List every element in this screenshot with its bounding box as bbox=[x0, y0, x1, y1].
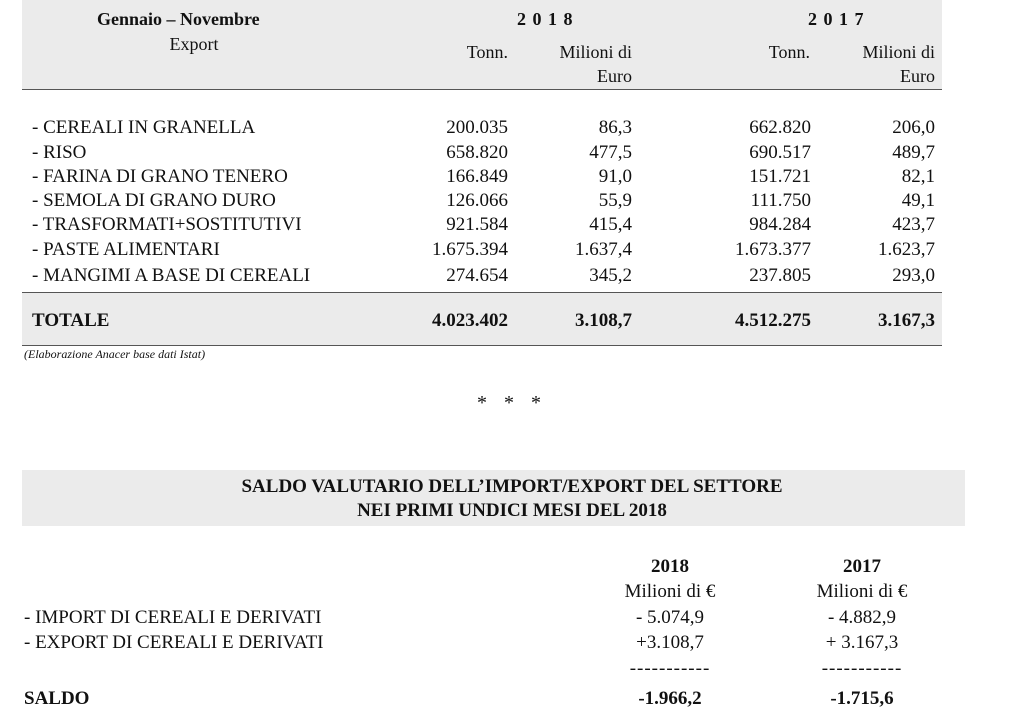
saldo-year-2017: 2017 bbox=[843, 556, 881, 577]
total-tonn-2018: 4.023.402 bbox=[432, 310, 508, 331]
total-tonn-2017: 4.512.275 bbox=[735, 310, 811, 331]
source-note: (Elaborazione Anacer base dati Istat) bbox=[24, 347, 206, 361]
dash-rule-2018: ----------- bbox=[629, 658, 711, 679]
milioni-2017-cell: 82,1 bbox=[901, 166, 935, 187]
tonn-2018-cell: 1.675.394 bbox=[432, 239, 508, 260]
tonn-2018-cell: 200.035 bbox=[446, 117, 508, 138]
row-label: - RISO bbox=[32, 142, 87, 163]
milioni-2018-cell: 415,4 bbox=[589, 214, 632, 235]
export-label: Export bbox=[169, 34, 219, 54]
table-row bbox=[0, 166, 1024, 190]
saldo-title-line1: SALDO VALUTARIO DELL’IMPORT/EXPORT DEL SETTORE bbox=[241, 476, 783, 497]
tonn-2017-cell: 690.517 bbox=[749, 142, 811, 163]
milioni-2017-cell: 1.623,7 bbox=[878, 239, 935, 260]
col-tonn-2017: Tonn. bbox=[768, 42, 810, 62]
milioni-2018-cell: 345,2 bbox=[589, 265, 632, 286]
saldo-value-2018: - 5.074,9 bbox=[635, 607, 705, 628]
milioni-2017-cell: 293,0 bbox=[892, 265, 935, 286]
tonn-2017-cell: 151.721 bbox=[749, 166, 811, 187]
milioni-2017-cell: 489,7 bbox=[892, 142, 935, 163]
row-label: - PASTE ALIMENTARI bbox=[32, 239, 220, 260]
tonn-2017-cell: 111.750 bbox=[750, 190, 811, 211]
tonn-2018-cell: 658.820 bbox=[446, 142, 508, 163]
table-row bbox=[0, 239, 1024, 263]
tonn-2018-cell: 166.849 bbox=[446, 166, 508, 187]
dash-rule-2017: ----------- bbox=[821, 658, 903, 679]
col-milioni-2018: Milioni di bbox=[559, 42, 632, 62]
saldo-row-label: - EXPORT DI CEREALI E DERIVATI bbox=[24, 632, 324, 653]
milioni-2017-cell: 423,7 bbox=[892, 214, 935, 235]
year-2017-heading: 2 0 1 7 bbox=[808, 9, 865, 29]
period-heading: Gennaio – Novembre bbox=[97, 9, 260, 29]
tonn-2018-cell: 126.066 bbox=[446, 190, 508, 211]
saldo-total-2018: -1.966,2 bbox=[638, 688, 702, 709]
milioni-2017-cell: 206,0 bbox=[892, 117, 935, 138]
year-2018-heading: 2 0 1 8 bbox=[517, 9, 574, 29]
saldo-value-2018: +3.108,7 bbox=[636, 632, 704, 653]
table-row bbox=[0, 190, 1024, 214]
milioni-2018-cell: 477,5 bbox=[589, 142, 632, 163]
saldo-total-label: SALDO bbox=[24, 688, 90, 709]
row-label: - SEMOLA DI GRANO DURO bbox=[32, 190, 276, 211]
saldo-total-2017: -1.715,6 bbox=[830, 688, 894, 709]
table-row bbox=[0, 265, 1024, 289]
saldo-value-2017: - 4.882,9 bbox=[827, 607, 897, 628]
table-row bbox=[0, 117, 1024, 141]
total-label: TOTALE bbox=[32, 310, 110, 331]
row-label: - MANGIMI A BASE DI CEREALI bbox=[32, 265, 311, 286]
saldo-year-2018: 2018 bbox=[651, 556, 689, 577]
saldo-unit-2018: Milioni di € bbox=[624, 581, 716, 602]
section-separator: * * * bbox=[477, 392, 547, 414]
table-row bbox=[0, 214, 1024, 238]
milioni-2017-cell: 49,1 bbox=[901, 190, 935, 211]
row-label: - TRASFORMATI+SOSTITUTIVI bbox=[32, 214, 302, 235]
tonn-2017-cell: 984.284 bbox=[749, 214, 811, 235]
saldo-title-line2: NEI PRIMI UNDICI MESI DEL 2018 bbox=[357, 500, 667, 521]
saldo-unit-2017: Milioni di € bbox=[816, 581, 908, 602]
tonn-2018-cell: 274.654 bbox=[446, 265, 508, 286]
tonn-2018-cell: 921.584 bbox=[446, 214, 508, 235]
milioni-2018-cell: 91,0 bbox=[598, 166, 632, 187]
row-label: - CEREALI IN GRANELLA bbox=[32, 117, 256, 138]
milioni-2018-cell: 55,9 bbox=[598, 190, 632, 211]
saldo-row-label: - IMPORT DI CEREALI E DERIVATI bbox=[24, 607, 322, 628]
total-milioni-2018: 3.108,7 bbox=[575, 310, 632, 331]
total-milioni-2017: 3.167,3 bbox=[878, 310, 935, 331]
col-tonn-2018: Tonn. bbox=[466, 42, 508, 62]
row-label: - FARINA DI GRANO TENERO bbox=[32, 166, 288, 187]
milioni-2018-cell: 86,3 bbox=[598, 117, 632, 138]
tonn-2017-cell: 1.673.377 bbox=[735, 239, 811, 260]
col-milioni-2017: Milioni di bbox=[862, 42, 935, 62]
tonn-2017-cell: 237.805 bbox=[749, 265, 811, 286]
table-row bbox=[0, 142, 1024, 166]
tonn-2017-cell: 662.820 bbox=[749, 117, 811, 138]
milioni-2018-cell: 1.637,4 bbox=[575, 239, 632, 260]
saldo-value-2017: + 3.167,3 bbox=[825, 632, 899, 653]
col-euro-2018: Euro bbox=[597, 66, 632, 86]
col-euro-2017: Euro bbox=[900, 66, 935, 86]
